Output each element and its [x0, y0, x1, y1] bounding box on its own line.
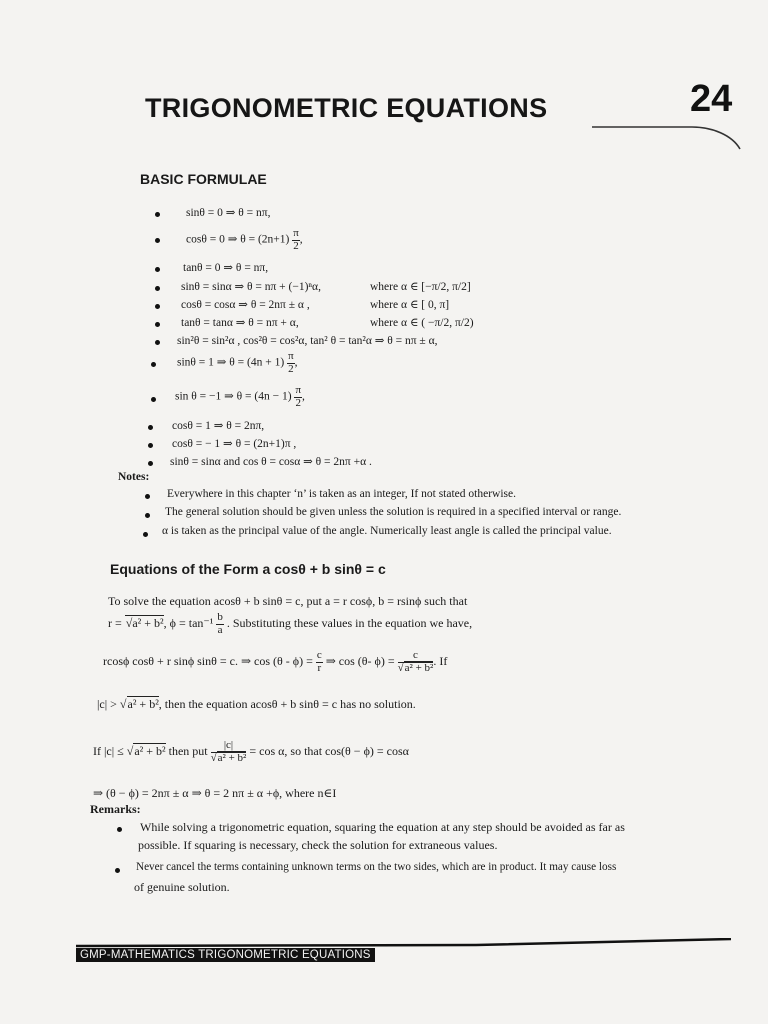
- note-2: The general solution should be given unless the solution is required in a specified interval or range.: [165, 506, 622, 518]
- equations-line-6: ⇒ (θ − ϕ) = 2nπ ± α ⇒ θ = 2 nπ ± α +ϕ, where n∈I: [93, 786, 337, 800]
- formula-8: sinθ = 1 ⇒ θ = (4n + 1) $\frac{\pi}{2}$ ,: [177, 350, 298, 375]
- notes-heading: Notes:: [118, 471, 150, 483]
- remarks-heading: Remarks:: [90, 802, 141, 816]
- bullet: [143, 532, 148, 537]
- equations-line-3: rcosϕ cosθ + r sinϕ sinθ = c. ⇒ cos (θ - ϕ) = $\frac{c}{r}$ ⇒ cos (θ- ϕ) = $\frac{c}{\text{√a² + b²}}$ . If: [103, 649, 448, 674]
- formula-12: sinθ = sinα and cos θ = cosα ⇒ θ = 2nπ +α .: [170, 456, 372, 468]
- bullet: [155, 286, 160, 291]
- bullet: [115, 868, 120, 873]
- formula-6: tanθ = tanα ⇒ θ = nπ + α,: [181, 317, 299, 329]
- equations-heading: Equations of the Form a cosθ + b sinθ = c: [110, 561, 386, 577]
- remark-1-line-2: possible. If squaring is necessary, check the solution for extraneous values.: [138, 838, 498, 852]
- equations-line-4: |c| > √a² + b², then the equation acosθ + b sinθ = c has no solution.: [97, 697, 416, 711]
- formula-6-where: where α ∈ ( −π/2, π/2): [370, 317, 474, 329]
- bullet: [148, 425, 153, 430]
- remark-1-line-1: While solving a trigonometric equation, squaring the equation at any step should be avoided as far as: [140, 820, 625, 834]
- formula-11: cosθ = − 1 ⇒ θ = (2n+1)π ,: [172, 438, 297, 450]
- bullet: [155, 238, 160, 243]
- formula-1: sinθ = 0 ⇒ θ = nπ,: [186, 207, 271, 219]
- formula-4-where: where α ∈ [−π/2, π/2]: [370, 281, 471, 293]
- formula-10: cosθ = 1 ⇒ θ = 2nπ,: [172, 420, 265, 432]
- basic-formulae-heading: BASIC FORMULAE: [140, 171, 267, 187]
- chapter-title: TRIGONOMETRIC EQUATIONS: [145, 93, 548, 123]
- title-underline-rule: [592, 105, 742, 155]
- bullet: [155, 340, 160, 345]
- bullet: [155, 212, 160, 217]
- bullet: [145, 494, 150, 499]
- bullet: [155, 304, 160, 309]
- remark-2-line-2: of genuine solution.: [134, 880, 230, 894]
- equations-line-5: If |c| ≤ √a² + b² then put $\frac{|c|}{\text{√a² + b²}}$ = cos α, so that cos(θ − ϕ) = cosα: [93, 739, 409, 764]
- formula-7: sin²θ = sin²α , cos²θ = cos²α, tan² θ = tan²α ⇒ θ = nπ ± α,: [177, 335, 438, 347]
- formula-5: cosθ = cosα ⇒ θ = 2nπ ± α ,: [181, 299, 310, 311]
- equations-line-1: To solve the equation acosθ + b sinθ = c, put a = r cosϕ, b = rsinϕ such that: [108, 594, 468, 608]
- bullet: [155, 322, 160, 327]
- bullet: [148, 461, 153, 466]
- bullet: [151, 397, 156, 402]
- chapter-number: 24: [690, 78, 733, 120]
- formula-3: tanθ = 0 ⇒ θ = nπ,: [183, 262, 269, 274]
- formula-2: cosθ = 0 ⇒ θ = (2n+1) $\frac{\pi}{2}$ ,: [186, 227, 303, 252]
- formula-5-where: where α ∈ [ 0, π]: [370, 299, 450, 311]
- note-3: α is taken as the principal value of the angle. Numerically least angle is called the principal value.: [162, 525, 612, 537]
- equations-line-2: r = √a² + b², ϕ = tan⁻¹ $\frac{b}{a}$ . Substituting these values in the equation we have,: [108, 611, 473, 636]
- bullet: [145, 513, 150, 518]
- bullet: [148, 443, 153, 448]
- bullet: [117, 827, 122, 832]
- formula-4: sinθ = sinα ⇒ θ = nπ + (−1)ⁿα,: [181, 281, 321, 293]
- note-1: Everywhere in this chapter ‘n’ is taken as an integer, If not stated otherwise.: [167, 488, 516, 500]
- formula-9: sin θ = −1 ⇒ θ = (4n − 1) $\frac{\pi}{2}$ ,: [175, 384, 305, 409]
- bullet: [151, 362, 156, 367]
- footer-label: GMP-MATHEMATICS TRIGONOMETRIC EQUATIONS: [76, 948, 375, 962]
- bullet: [155, 267, 160, 272]
- remark-2-line-1: Never cancel the terms containing unknown terms on the two sides, which are in product. It may cause loss: [136, 861, 617, 873]
